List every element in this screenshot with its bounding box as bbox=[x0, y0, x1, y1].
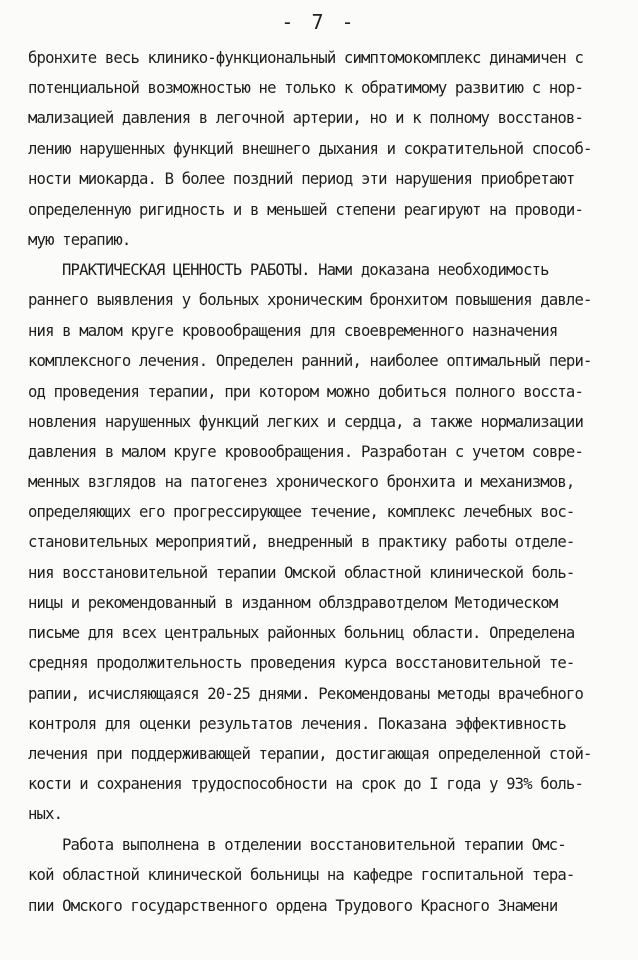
paragraph-first-line: Работа выполнена в отделении восстановительной терапии Омс- bbox=[62, 836, 566, 854]
text-line: ницы и рекомендованный в изданном облздравотделом Методическом bbox=[28, 594, 558, 612]
text-line: мализацией давления в легочной артерии, но и к полному восстанов- bbox=[28, 109, 583, 127]
text-line: становительных мероприятий, внедренный в практику работы отделе- bbox=[28, 533, 575, 551]
text-line: комплексного лечения. Определен ранний, наиболее оптимальный пери- bbox=[28, 352, 592, 370]
text-line: лению нарушенных функций внешнего дыхания и сократительной способ- bbox=[28, 140, 592, 158]
text-line: новления нарушенных функций легких и сердца, а также нормализации bbox=[28, 413, 583, 431]
text-line: мую терапию. bbox=[28, 231, 131, 249]
text-line: средняя продолжительность проведения курса восстановительной те- bbox=[28, 654, 575, 672]
text-line: кой областной клинической больницы на кафедре госпитальной тера- bbox=[28, 866, 575, 884]
text-line: определенную ригидность и в меньшей степени реагируют на проводи- bbox=[28, 201, 583, 219]
text-line: лечения при поддерживающей терапии, достигающая определенной стой- bbox=[28, 745, 592, 763]
text-line: ных. bbox=[28, 805, 63, 823]
section-heading-line: ПРАКТИЧЕСКАЯ ЦЕННОСТЬ РАБОТЫ. Нами доказана необходимость bbox=[62, 261, 549, 279]
text-line: контроля для оценки результатов лечения. Показана эффективность bbox=[28, 715, 566, 733]
text-line: ния в малом круге кровообращения для своевременного назначения bbox=[28, 322, 558, 340]
text-line: ности миокарда. В более поздний период эти нарушения приобретают bbox=[28, 170, 575, 188]
text-line: рапии, исчисляющаяся 20-25 днями. Рекомендованы методы врачебного bbox=[28, 685, 583, 703]
text-line: письме для всех центральных районных больниц области. Определена bbox=[28, 624, 575, 642]
text-line: раннего выявления у больных хроническим бронхитом повышения давле- bbox=[28, 291, 592, 309]
text-line: менных взглядов на патогенез хронического бронхита и механизмов, bbox=[28, 473, 575, 491]
text-line: потенциальной возможностью не только к обратимому развитию с нор- bbox=[28, 79, 583, 97]
text-line: бронхите весь клинико-функциональный симптомокомплекс динамичен с bbox=[28, 49, 583, 67]
text-line: кости и сохранения трудоспособности на срок до I года у 93% боль- bbox=[28, 775, 583, 793]
text-line: од проведения терапии, при котором можно добиться полного восста- bbox=[28, 383, 583, 401]
text-line: определяющих его прогрессирующее течение, комплекс лечебных вос- bbox=[28, 503, 575, 521]
text-line: ния восстановительной терапии Омской областной клинической боль- bbox=[28, 564, 575, 582]
text-line: пии Омского государственного ордена Трудового Красного Знамени bbox=[28, 897, 558, 915]
page-number: - 7 - bbox=[281, 10, 357, 34]
text-line: давления в малом круге кровообращения. Разработан с учетом совре- bbox=[28, 443, 583, 461]
